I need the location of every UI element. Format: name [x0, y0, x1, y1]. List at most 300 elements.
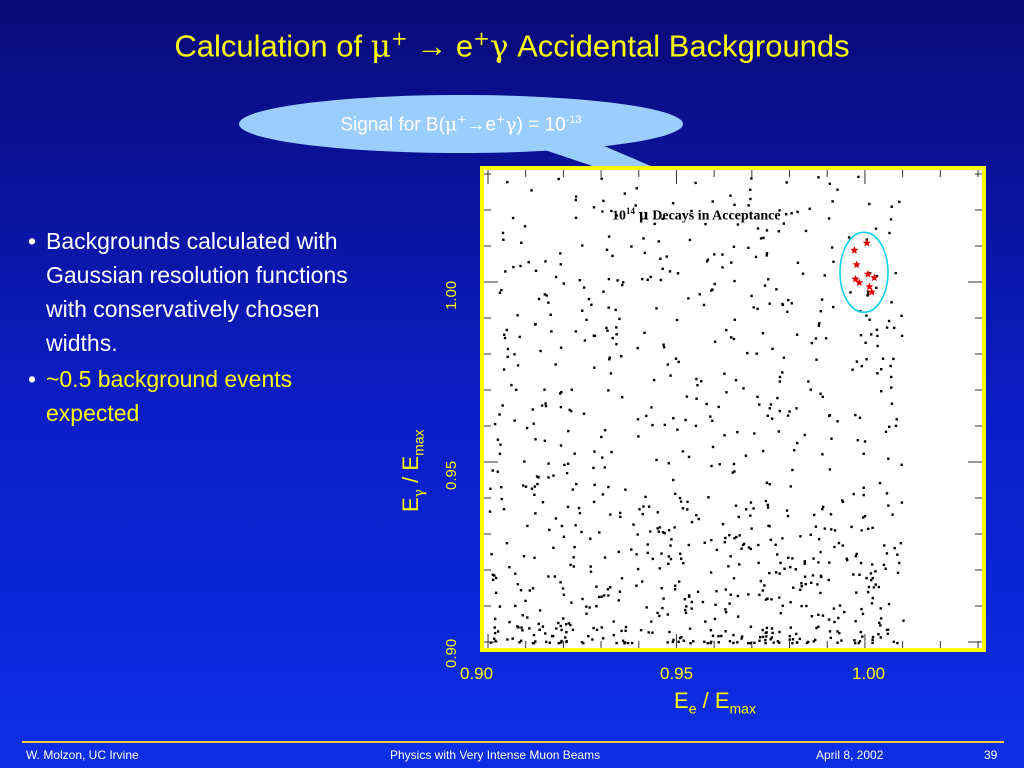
background-event-point	[862, 613, 864, 615]
background-event-point	[670, 538, 672, 540]
background-event-point	[789, 638, 791, 640]
background-event-point	[691, 607, 693, 609]
background-event-point	[492, 469, 494, 471]
caption-exponent: 14	[626, 206, 635, 216]
background-event-point	[895, 272, 897, 274]
background-event-point	[868, 203, 870, 205]
background-event-point	[830, 637, 832, 639]
background-event-point	[878, 622, 880, 624]
background-event-point	[824, 274, 826, 276]
background-event-point	[712, 635, 714, 637]
background-event-point	[591, 638, 593, 640]
background-event-point	[498, 413, 500, 415]
background-event-point	[713, 253, 715, 255]
scatter-plot-area	[484, 170, 982, 648]
y-tick-label: 0.90	[443, 638, 460, 668]
background-event-point	[787, 557, 789, 559]
background-event-point	[604, 556, 606, 558]
background-event-point	[833, 546, 835, 548]
background-event-point	[624, 630, 626, 632]
background-event-point	[512, 266, 514, 268]
background-event-point	[749, 198, 751, 200]
background-event-point	[637, 568, 639, 570]
background-event-point	[883, 564, 885, 566]
background-event-point	[703, 304, 705, 306]
background-event-point	[691, 521, 693, 523]
background-event-point	[507, 356, 509, 358]
background-event-point	[537, 476, 539, 478]
ylabel-e: E	[398, 497, 423, 512]
background-event-point	[712, 200, 714, 202]
bullet-text: ~0.5 background events expected	[46, 366, 293, 426]
background-event-point	[562, 587, 564, 589]
background-event-point	[765, 500, 767, 502]
background-event-point	[820, 576, 822, 578]
background-event-point	[565, 641, 567, 643]
background-event-point	[836, 630, 838, 632]
background-event-point	[722, 523, 724, 525]
background-event-point	[729, 555, 731, 557]
background-event-point	[674, 493, 676, 495]
background-event-point	[647, 543, 649, 545]
background-event-point	[888, 426, 890, 428]
background-event-point	[549, 642, 551, 644]
background-event-point	[680, 558, 682, 560]
background-event-point	[667, 363, 669, 365]
background-event-point	[898, 562, 900, 564]
background-event-point	[766, 627, 768, 629]
background-event-point	[720, 635, 722, 637]
background-event-point	[725, 588, 727, 590]
background-event-point	[804, 576, 806, 578]
background-event-point	[525, 486, 527, 488]
background-event-point	[736, 431, 738, 433]
background-event-point	[763, 584, 765, 586]
background-event-point	[694, 182, 696, 184]
background-event-point	[822, 614, 824, 616]
background-event-point	[871, 563, 873, 565]
background-event-point	[804, 434, 806, 436]
background-event-point	[883, 544, 885, 546]
background-event-point	[560, 625, 562, 627]
background-event-point	[776, 397, 778, 399]
background-event-point	[753, 306, 755, 308]
background-event-point	[749, 515, 751, 517]
background-event-point	[584, 339, 586, 341]
background-event-point	[569, 564, 571, 566]
background-event-point	[856, 553, 858, 555]
title-e: e	[455, 28, 474, 64]
background-event-point	[506, 181, 508, 183]
background-event-point	[494, 626, 496, 628]
background-event-point	[585, 605, 587, 607]
background-event-point	[653, 379, 655, 381]
background-event-point	[547, 575, 549, 577]
background-event-point	[810, 534, 812, 536]
background-event-point	[785, 213, 787, 215]
background-event-point	[842, 544, 844, 546]
background-event-point	[615, 333, 617, 335]
background-event-point	[528, 627, 530, 629]
background-event-point	[644, 496, 646, 498]
background-event-point	[494, 618, 496, 620]
background-event-point	[886, 492, 888, 494]
background-event-point	[739, 534, 741, 536]
background-event-point	[714, 283, 716, 285]
background-event-point	[647, 552, 649, 554]
background-event-point	[650, 406, 652, 408]
background-event-point	[875, 287, 877, 289]
background-event-point	[860, 334, 862, 336]
background-event-point	[641, 580, 643, 582]
background-event-point	[723, 434, 725, 436]
background-event-point	[666, 255, 668, 257]
background-event-point	[583, 413, 585, 415]
background-event-point	[724, 537, 726, 539]
background-event-point	[724, 630, 726, 632]
background-event-point	[573, 565, 575, 567]
background-event-point	[891, 514, 893, 516]
background-event-point	[871, 602, 873, 604]
background-event-point	[762, 629, 764, 631]
background-event-point	[732, 634, 734, 636]
background-event-point	[504, 270, 506, 272]
background-event-point	[771, 632, 773, 634]
background-event-point	[588, 298, 590, 300]
background-event-point	[508, 621, 510, 623]
background-event-point	[855, 591, 857, 593]
background-event-point	[688, 456, 690, 458]
background-event-point	[627, 642, 629, 644]
background-event-point	[661, 587, 663, 589]
background-event-point	[750, 626, 752, 628]
background-event-point	[800, 605, 802, 607]
background-event-point	[756, 353, 758, 355]
background-event-point	[683, 640, 685, 642]
background-event-point	[822, 396, 824, 398]
background-event-point	[684, 598, 686, 600]
background-event-point	[662, 268, 664, 270]
background-event-point	[632, 523, 634, 525]
background-event-point	[821, 453, 823, 455]
background-event-point	[630, 548, 632, 550]
background-event-point	[668, 555, 670, 557]
background-event-point	[700, 380, 702, 382]
background-event-point	[775, 544, 777, 546]
background-event-point	[594, 335, 596, 337]
background-event-point	[762, 636, 764, 638]
background-event-point	[555, 517, 557, 519]
background-event-point	[778, 631, 780, 633]
background-event-point	[787, 299, 789, 301]
background-event-point	[871, 639, 873, 641]
background-event-point	[829, 468, 831, 470]
background-event-point	[790, 485, 792, 487]
background-event-point	[691, 601, 693, 603]
background-event-point	[609, 513, 611, 515]
background-event-point	[533, 557, 535, 559]
background-event-point	[574, 453, 576, 455]
background-event-point	[600, 436, 602, 438]
background-event-point	[870, 579, 872, 581]
background-event-point	[870, 333, 872, 335]
background-event-point	[805, 230, 807, 232]
background-event-point	[723, 373, 725, 375]
background-event-point	[560, 406, 562, 408]
callout-plus: +	[457, 113, 467, 126]
background-event-point	[672, 202, 674, 204]
background-event-point	[494, 423, 496, 425]
background-event-point	[558, 642, 560, 644]
background-event-point	[730, 336, 732, 338]
footer-date: April 8, 2002	[816, 748, 884, 762]
background-event-point	[821, 298, 823, 300]
footer-talk-title: Physics with Very Intense Muon Beams	[390, 748, 601, 762]
background-event-point	[887, 633, 889, 635]
background-event-point	[624, 641, 626, 643]
background-event-point	[662, 597, 664, 599]
background-event-point	[897, 572, 899, 574]
background-event-point	[555, 363, 557, 365]
background-event-point	[610, 372, 612, 374]
background-event-point	[894, 547, 896, 549]
background-event-point	[593, 501, 595, 503]
background-event-point	[580, 531, 582, 533]
background-event-point	[571, 389, 573, 391]
background-event-point	[497, 471, 499, 473]
background-event-point	[813, 514, 815, 516]
background-event-point	[611, 255, 613, 257]
title-gamma: γ	[489, 28, 509, 65]
background-event-point	[887, 504, 889, 506]
background-event-point	[604, 429, 606, 431]
background-event-point	[637, 533, 639, 535]
background-event-point	[885, 568, 887, 570]
background-event-point	[592, 467, 594, 469]
background-event-point	[651, 632, 653, 634]
background-event-point	[562, 617, 564, 619]
y-tick-label: 1.00	[443, 280, 460, 310]
background-event-point	[702, 601, 704, 603]
background-event-point	[552, 547, 554, 549]
background-event-point	[888, 232, 890, 234]
background-event-point	[712, 446, 714, 448]
background-event-point	[819, 551, 821, 553]
background-event-point	[718, 641, 720, 643]
background-event-point	[733, 246, 735, 248]
background-event-point	[570, 410, 572, 412]
background-event-point	[710, 571, 712, 573]
background-event-point	[581, 244, 583, 246]
background-event-point	[545, 641, 547, 643]
background-event-point	[766, 229, 768, 231]
background-event-point	[508, 566, 510, 568]
background-event-point	[766, 598, 768, 600]
background-event-point	[796, 211, 798, 213]
background-event-point	[775, 288, 777, 290]
callout-prefix: Signal for B(	[340, 114, 445, 136]
background-event-point	[781, 371, 783, 373]
background-event-point	[815, 359, 817, 361]
signal-event-star	[853, 261, 861, 269]
background-event-point	[695, 398, 697, 400]
background-event-point	[851, 369, 853, 371]
background-event-point	[735, 379, 737, 381]
background-event-point	[783, 568, 785, 570]
background-event-point	[742, 544, 744, 546]
background-event-point	[663, 532, 665, 534]
bullet-marker: •	[28, 366, 37, 392]
background-event-point	[641, 278, 643, 280]
x-tick-label: 0.95	[660, 664, 694, 683]
background-event-point	[745, 508, 747, 510]
background-event-point	[674, 585, 676, 587]
background-event-point	[714, 604, 716, 606]
signal-event-star	[864, 270, 872, 278]
background-event-point	[893, 327, 895, 329]
background-event-point	[768, 572, 770, 574]
background-event-point	[658, 240, 660, 242]
background-event-point	[587, 635, 589, 637]
background-event-point	[762, 237, 764, 239]
background-event-point	[778, 596, 780, 598]
ylabel-max: max	[410, 429, 427, 456]
background-event-point	[499, 605, 501, 607]
background-event-point	[610, 451, 612, 453]
background-event-point	[750, 295, 752, 297]
background-event-point	[520, 589, 522, 591]
background-event-point	[560, 263, 562, 265]
ylabel-sep: / E	[398, 455, 423, 489]
background-event-point	[652, 558, 654, 560]
background-event-point	[896, 554, 898, 556]
background-event-point	[566, 472, 568, 474]
background-event-point	[668, 529, 670, 531]
background-event-point	[815, 526, 817, 528]
background-event-point	[659, 567, 661, 569]
background-event-point	[871, 527, 873, 529]
background-event-point	[766, 254, 768, 256]
background-event-point	[567, 506, 569, 508]
background-event-point	[582, 642, 584, 644]
caption-text: Decays in Acceptance	[648, 208, 781, 224]
scatter-plot-frame	[480, 166, 986, 652]
background-event-point	[833, 621, 835, 623]
background-event-point	[624, 489, 626, 491]
background-event-point	[668, 631, 670, 633]
background-event-point	[552, 474, 554, 476]
background-event-point	[695, 378, 697, 380]
background-event-point	[775, 571, 777, 573]
background-event-point	[896, 642, 898, 644]
background-event-point	[817, 626, 819, 628]
background-event-point	[637, 435, 639, 437]
background-event-point	[868, 319, 870, 321]
background-event-point	[811, 615, 813, 617]
background-event-point	[615, 309, 617, 311]
background-event-point	[873, 586, 875, 588]
background-event-point	[688, 544, 690, 546]
background-event-point	[762, 332, 764, 334]
background-event-point	[575, 199, 577, 201]
background-event-point	[575, 195, 577, 197]
background-event-point	[638, 508, 640, 510]
background-event-point	[497, 630, 499, 632]
bullet-item	[28, 224, 368, 360]
background-event-point	[512, 637, 514, 639]
callout-gamma: γ	[505, 113, 517, 136]
background-event-point	[664, 424, 666, 426]
background-event-point	[612, 337, 614, 339]
background-event-point	[575, 217, 577, 219]
background-event-point	[630, 245, 632, 247]
background-event-point	[858, 574, 860, 576]
background-event-point	[657, 527, 659, 529]
background-event-point	[568, 622, 570, 624]
background-event-point	[819, 393, 821, 395]
background-event-point	[860, 608, 862, 610]
background-event-point	[810, 389, 812, 391]
background-event-point	[805, 605, 807, 607]
background-event-point	[854, 414, 856, 416]
background-event-point	[753, 432, 755, 434]
background-event-point	[828, 217, 830, 219]
background-event-point	[832, 261, 834, 263]
background-event-point	[792, 638, 794, 640]
background-event-point	[618, 318, 620, 320]
background-event-point	[601, 210, 603, 212]
background-event-point	[539, 609, 541, 611]
signal-event-star	[866, 283, 874, 291]
background-event-point	[886, 326, 888, 328]
background-event-point	[799, 589, 801, 591]
background-event-point	[560, 347, 562, 349]
background-event-point	[686, 508, 688, 510]
background-event-point	[672, 417, 674, 419]
background-event-point	[901, 464, 903, 466]
background-event-point	[601, 456, 603, 458]
background-event-point	[718, 406, 720, 408]
background-event-point	[811, 342, 813, 344]
background-event-point	[621, 577, 623, 579]
background-event-point	[886, 629, 888, 631]
background-event-point	[595, 586, 597, 588]
background-event-point	[865, 577, 867, 579]
background-event-point	[902, 620, 904, 622]
background-event-point	[696, 384, 698, 386]
background-event-point	[725, 329, 727, 331]
background-event-point	[581, 598, 583, 600]
background-event-point	[738, 516, 740, 518]
background-event-point	[592, 627, 594, 629]
background-event-point	[872, 636, 874, 638]
background-event-point	[758, 594, 760, 596]
background-event-point	[515, 389, 517, 391]
callout-arrow: →	[466, 114, 486, 136]
background-event-point	[500, 289, 502, 291]
background-event-point	[687, 297, 689, 299]
background-event-point	[891, 206, 893, 208]
background-event-point	[795, 633, 797, 635]
background-event-point	[863, 494, 865, 496]
background-event-point	[497, 439, 499, 441]
background-event-point	[669, 270, 671, 272]
signal-event-star	[850, 246, 858, 254]
background-event-point	[561, 525, 563, 527]
background-event-point	[711, 288, 713, 290]
background-event-point	[581, 310, 583, 312]
background-event-point	[506, 638, 508, 640]
